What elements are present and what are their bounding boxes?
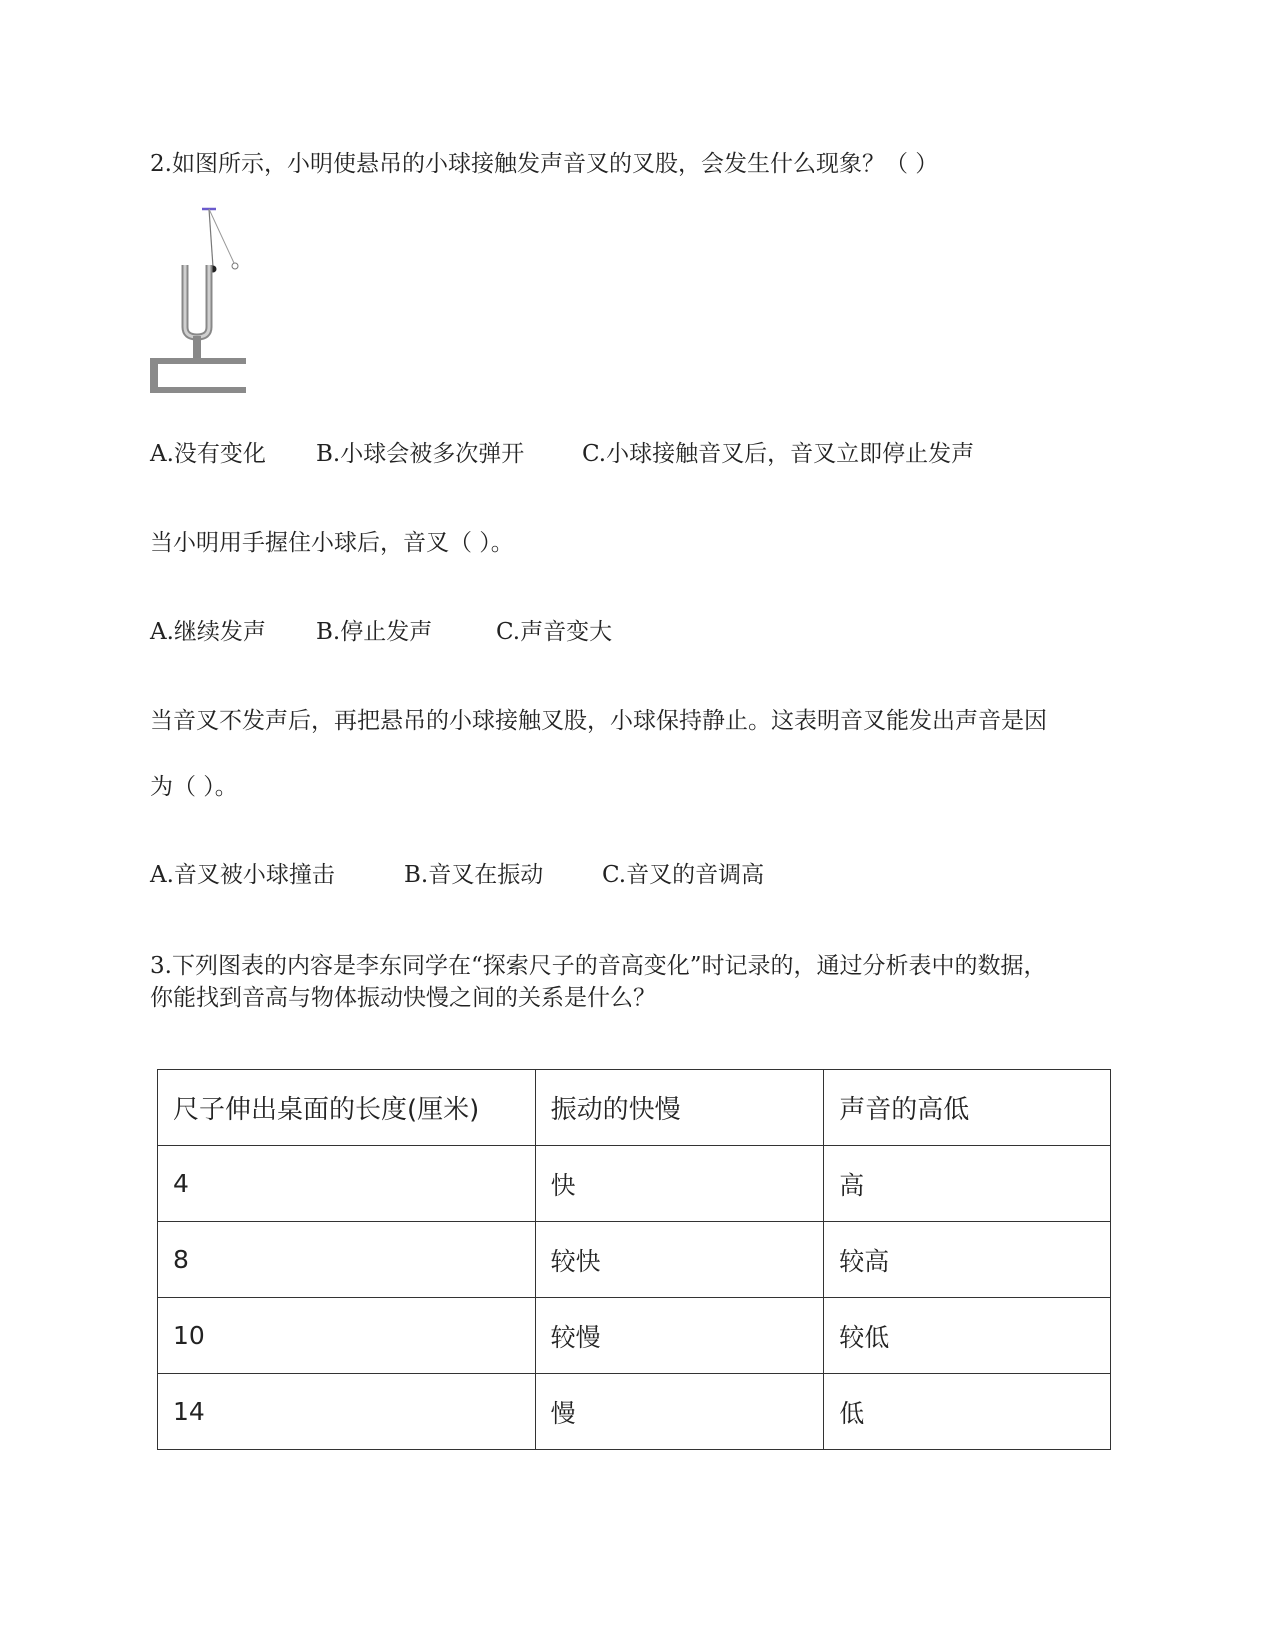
table-row: [158, 1374, 1111, 1450]
cell-length: 4: [158, 1146, 536, 1222]
cell-pitch: 高: [824, 1146, 1111, 1222]
option-c[interactable]: C.声音变大: [496, 619, 613, 645]
option-b[interactable]: B.音叉在振动: [404, 862, 544, 888]
question-2-sub-2-line-1: 当音叉不发声后，再把悬吊的小球接触叉股，小球保持静止。这表明音叉能发出声音是因: [150, 708, 1047, 734]
header-vibration-speed: 振动的快慢: [535, 1070, 824, 1146]
pitch-data-table: [157, 1069, 1111, 1450]
question-2-sub-2-line-2: 为（ ）。: [150, 774, 238, 800]
table-row: [158, 1146, 1111, 1222]
question-2-stem: 2.如图所示，小明使悬吊的小球接触发声音叉的叉股，会发生什么现象？（ ）: [150, 151, 939, 177]
cell-pitch: 低: [824, 1374, 1111, 1450]
cell-vibration-speed: 慢: [535, 1374, 824, 1450]
table-row: [158, 1298, 1111, 1374]
question-3-stem-line-1: 3.下列图表的内容是李东同学在“探索尺子的音高变化”时记录的，通过分析表中的数据，: [150, 953, 1047, 979]
table-header-row: [158, 1070, 1111, 1146]
cell-length: 8: [158, 1222, 536, 1298]
option-b[interactable]: B.小球会被多次弹开: [316, 441, 525, 467]
option-a[interactable]: A.没有变化: [150, 441, 266, 467]
cell-pitch: 较高: [824, 1222, 1111, 1298]
question-3-stem-line-2: 你能找到音高与物体振动快慢之间的关系是什么？: [150, 985, 656, 1011]
cell-pitch: 较低: [824, 1298, 1111, 1374]
cell-length: 14: [158, 1374, 536, 1450]
cell-length: 10: [158, 1298, 536, 1374]
question-2-sub-1: 当小明用手握住小球后，音叉（ ）。: [150, 530, 514, 556]
header-pitch: 声音的高低: [824, 1070, 1111, 1146]
option-c[interactable]: C.小球接触音叉后，音叉立即停止发声: [582, 441, 975, 467]
tuning-fork-figure: [148, 205, 260, 405]
question-2-options-1: [150, 439, 974, 469]
table-row: [158, 1222, 1111, 1298]
cell-vibration-speed: 较慢: [535, 1298, 824, 1374]
question-2-options-2: [150, 617, 612, 647]
option-b[interactable]: B.停止发声: [316, 619, 433, 645]
question-2-options-3: [150, 860, 764, 890]
option-a[interactable]: A.音叉被小球撞击: [150, 862, 335, 888]
header-length: 尺子伸出桌面的长度(厘米): [158, 1070, 536, 1146]
cell-vibration-speed: 较快: [535, 1222, 824, 1298]
option-c[interactable]: C.音叉的音调高: [602, 862, 765, 888]
option-a[interactable]: A.继续发声: [150, 619, 266, 645]
cell-vibration-speed: 快: [535, 1146, 824, 1222]
